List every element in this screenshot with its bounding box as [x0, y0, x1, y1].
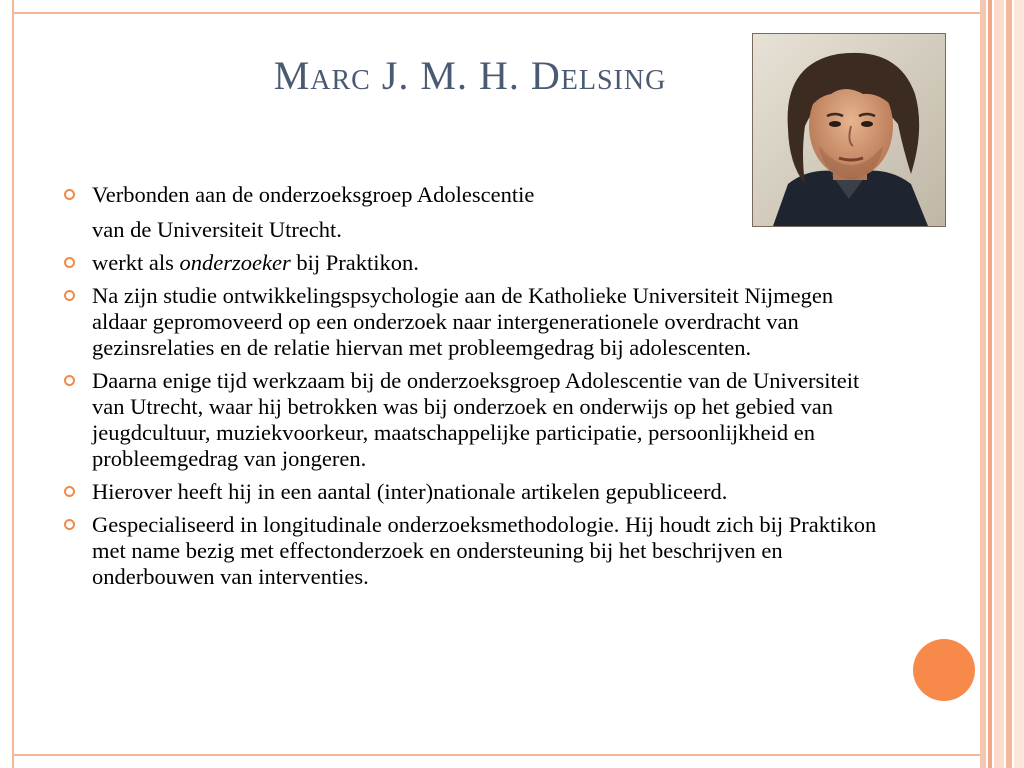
- bullet-text: bij Praktikon.: [290, 250, 419, 275]
- bullet-item: [62, 512, 892, 590]
- bullet-text-continuation: van de Universiteit Utrecht.: [92, 217, 342, 242]
- bullet-text: Hierover heeft hij in een aantal (inter)nationale artikelen gepubliceerd.: [92, 479, 728, 504]
- bullet-ring-icon: [64, 519, 75, 530]
- bullet-item: [62, 479, 892, 505]
- decorative-stripe: [1014, 0, 1024, 768]
- bullet-text: Na zijn studie ontwikkelingspsychologie aan de Katholieke Universiteit Nijmegen aldaar gepromoveerd op een onderzoek naar intergenerationele overdracht van gezinsrelaties en de relatie hiervan met probleemgedrag bij adolescenten.: [92, 283, 834, 360]
- bullet-text: Gespecialiseerd in longitudinale onderzoeksmethodologie. Hij houdt zich bij Praktikon met name bezig met effectonderzoek en ondersteuning bij het beschrijven en onderbouwen van interventies.: [92, 512, 877, 589]
- decorative-circle: [913, 639, 975, 701]
- decorative-stripe: [1006, 0, 1012, 768]
- bullet-text: Daarna enige tijd werkzaam bij de onderzoeksgroep Adolescentie van de Universiteit van Utrecht, waar hij betrokken was bij onderzoek en onderwijs op het gebied van jeugdcultuur, muziekvoorkeur, maatschappelijke participatie, persoonlijkheid en probleemgedrag van jongeren.: [92, 368, 860, 471]
- bullet-ring-icon: [64, 290, 75, 301]
- bullet-text: Verbonden aan de onderzoeksgroep Adolescentie: [92, 182, 535, 207]
- bullet-ring-icon: [64, 486, 75, 497]
- decorative-stripe: [980, 0, 986, 768]
- slide-title: Marc J. M. H. Delsing: [273, 53, 667, 98]
- frame-left-line: [12, 0, 14, 768]
- bullet-emphasis: onderzoeker: [179, 250, 291, 275]
- bullet-item: [62, 182, 892, 243]
- bullet-list: [62, 182, 892, 597]
- frame-top-line: [12, 12, 984, 14]
- bullet-item: [62, 368, 892, 472]
- bullet-text: werkt als: [92, 250, 180, 275]
- bullet-item: [62, 283, 892, 361]
- bullet-item: [62, 250, 892, 276]
- decorative-stripe: [994, 0, 1004, 768]
- frame-bottom-line: [12, 754, 984, 756]
- bullet-ring-icon: [64, 189, 75, 200]
- bullet-ring-icon: [64, 375, 75, 386]
- decorative-stripe: [988, 0, 992, 768]
- bullet-ring-icon: [64, 257, 75, 268]
